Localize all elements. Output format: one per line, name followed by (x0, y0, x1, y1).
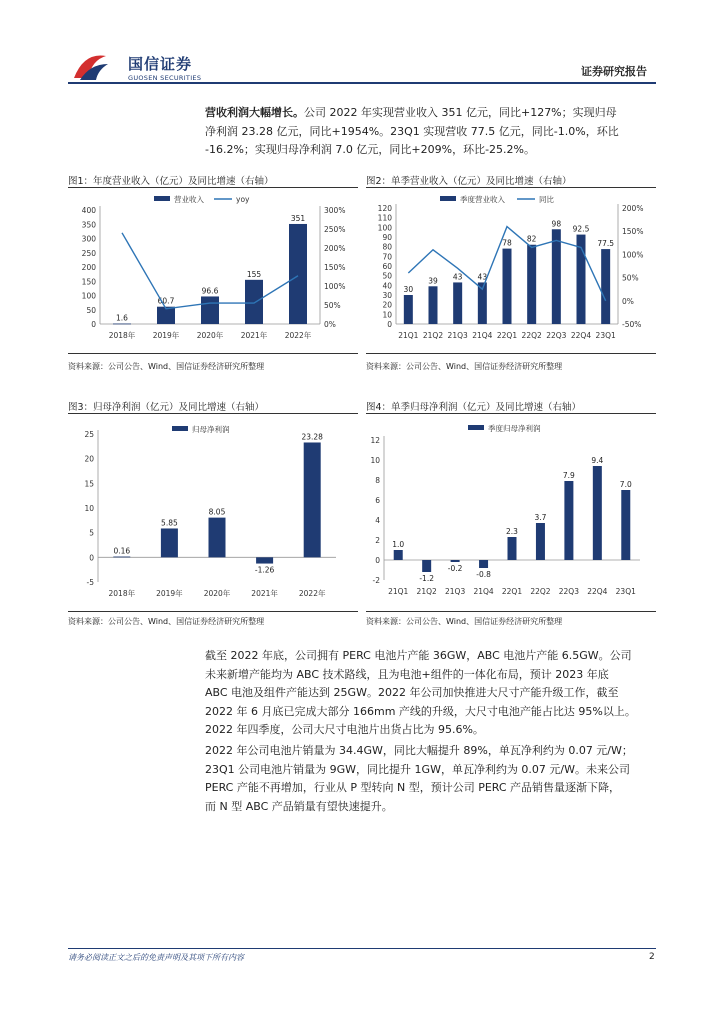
data-label: -0.2 (447, 564, 463, 573)
y-right-tick-label: 50% (324, 301, 341, 310)
fig3-title-rule (68, 413, 358, 414)
y-tick-label: 10 (382, 310, 392, 320)
y-tick-label: 6 (375, 496, 380, 505)
y-right-tick-label: 300% (324, 206, 346, 215)
fig4-source: 资料来源：公司公告、Wind、国信证券经济研究所整理 (366, 617, 563, 626)
y-tick-label: 50 (86, 305, 96, 315)
legend-bar-label: 归母净利润 (192, 425, 230, 434)
bar (479, 560, 488, 568)
legend-bar-swatch (172, 426, 188, 431)
logo-text-cn: 国信证券 (128, 55, 193, 73)
x-tick-label: 2021年 (251, 589, 278, 598)
data-label: 82 (526, 234, 537, 244)
data-label: 39 (428, 276, 438, 286)
fig1-chart (68, 190, 358, 345)
y-tick-label: 30 (382, 291, 392, 300)
y-tick-label: 60 (382, 262, 392, 271)
fig3-source: 资料来源：公司公告、Wind、国信证券经济研究所整理 (68, 617, 265, 626)
data-label: 351 (290, 213, 306, 223)
bar (564, 481, 573, 560)
bar (601, 249, 610, 324)
bar (113, 324, 131, 325)
y-tick-label: 20 (382, 300, 392, 310)
data-label: 155 (246, 269, 262, 279)
y-right-tick-label: 200% (622, 204, 644, 213)
y-tick-label: 300 (81, 234, 96, 244)
y-tick-label: -2 (372, 576, 380, 585)
y-right-tick-label: 100% (622, 250, 644, 260)
y-tick-label: 10 (370, 456, 380, 465)
legend-bar-swatch (154, 196, 170, 201)
fig4-title: 图4：单季归母净利润（亿元）及同比增速（右轴） (366, 402, 582, 413)
fig4-title-rule (366, 413, 656, 414)
data-label: 5.85 (161, 518, 178, 528)
data-label: 43 (452, 272, 463, 282)
y-right-tick-label: 50% (622, 273, 639, 283)
y-tick-label: 200 (81, 263, 96, 272)
x-tick-label: 21Q3 (447, 331, 468, 340)
fig2-title-rule (366, 187, 656, 188)
bar (113, 557, 130, 558)
logo-mark-icon (70, 50, 110, 84)
y-tick-label: 100 (377, 223, 392, 233)
x-tick-label: 21Q4 (472, 331, 493, 340)
bar (593, 466, 602, 560)
y-tick-label: -5 (86, 578, 94, 587)
y-tick-label: 0 (89, 553, 94, 563)
data-label: 3.7 (534, 513, 547, 522)
legend-bar-label: 营业收入 (174, 195, 204, 204)
x-tick-label: 22Q3 (558, 587, 579, 596)
bar (394, 550, 403, 560)
y-tick-label: 400 (81, 206, 96, 215)
y-right-tick-label: -50% (622, 320, 642, 329)
x-tick-label: 23Q1 (615, 587, 636, 596)
y-tick-label: 4 (375, 516, 380, 525)
y-right-tick-label: 0% (324, 320, 336, 329)
data-label: -0.8 (476, 570, 491, 579)
bar (304, 442, 321, 557)
x-tick-label: 2018年 (108, 331, 136, 340)
y-right-tick-label: 100% (324, 282, 346, 291)
data-label: 7.9 (562, 471, 575, 480)
legend-bar-label: 季度营业收入 (460, 195, 505, 204)
fig3-title: 图3：归母净利润（亿元）及同比增速（右轴） (68, 402, 265, 413)
data-label: 23.28 (301, 432, 323, 442)
y-tick-label: 0 (387, 320, 392, 329)
footer-disclaimer: 请务必阅读正文之后的免责声明及其项下所有内容 (68, 953, 244, 962)
data-label: 77.5 (597, 239, 615, 249)
body-p1-line: 截至 2022 年底，公司拥有 PERC 电池片产能 36GW，ABC 电池片产能 6.5GW。公司 (205, 649, 632, 662)
body-p2-line: 23Q1 公司电池片销量为 9GW，同比提升 1GW，单瓦净利约为 0.07 元/W。未来公司 (205, 762, 631, 776)
x-tick-label: 23Q1 (595, 331, 616, 340)
x-tick-label: 21Q3 (445, 587, 466, 596)
footer-rule (68, 948, 656, 949)
data-label: 43 (477, 272, 488, 282)
y-tick-label: 70 (382, 252, 392, 262)
bar (621, 490, 630, 560)
data-label: -1.26 (254, 565, 275, 575)
y-tick-label: 5 (89, 528, 94, 538)
y-tick-label: 90 (382, 233, 392, 242)
x-tick-label: 21Q1 (398, 331, 419, 340)
fig2-source-rule (366, 353, 656, 354)
y-tick-label: 0 (91, 320, 96, 329)
bar (451, 560, 460, 562)
x-tick-label: 2020年 (196, 331, 224, 340)
intro-line-2: 净利润 23.28 亿元，同比+1954%。23Q1 实现营收 77.5 亿元，同比-1.0%，环比 (205, 124, 619, 138)
bar (453, 282, 462, 324)
bar (404, 295, 413, 324)
x-tick-label: 21Q2 (422, 331, 444, 340)
header-rule (68, 82, 656, 84)
x-tick-label: 22Q1 (496, 331, 518, 340)
body-paragraph-2 (205, 742, 657, 816)
fig2-chart (366, 190, 656, 345)
data-label: 60.7 (157, 296, 175, 306)
fig3-chart (68, 420, 358, 605)
fig2-source: 资料来源：公司公告、Wind、国信证券经济研究所整理 (366, 362, 563, 371)
fig1-title-rule (68, 187, 358, 188)
y-tick-label: 25 (84, 430, 94, 439)
y-tick-label: 15 (84, 479, 94, 489)
intro-lead: 营收利润大幅增长。 (205, 106, 304, 119)
y-tick-label: 100 (81, 291, 96, 301)
report-type: 证券研究报告 (581, 65, 647, 78)
y-right-tick-label: 0% (622, 296, 634, 306)
x-tick-label: 2020年 (203, 589, 231, 598)
data-label: -1.2 (419, 574, 434, 583)
body-p2-line: PERC 产能不再增加，行业从 P 型转向 N 型，预计公司 PERC 产品销售量逐渐下降， (205, 781, 621, 794)
data-label: 98 (551, 219, 562, 229)
y-tick-label: 250 (81, 248, 96, 258)
logo (70, 50, 110, 84)
intro-paragraph (205, 104, 657, 160)
legend-line-label: yoy (236, 195, 250, 204)
y-tick-label: 350 (81, 220, 96, 230)
body-p1-line: ABC 电池及组件产能达到 25GW。2022 年公司加快推进大尺寸产能升级工作，截至 (205, 686, 619, 699)
bar (161, 528, 178, 557)
logo-text-en: GUOSEN SECURITIES (128, 74, 202, 82)
data-label: 8.05 (208, 507, 226, 517)
y-tick-label: 20 (84, 454, 94, 464)
page-number: 2 (649, 952, 655, 962)
y-tick-label: 120 (377, 204, 392, 213)
x-tick-label: 22Q1 (501, 587, 523, 596)
bar (289, 224, 307, 324)
bar (552, 229, 561, 324)
legend-bar-swatch (468, 425, 484, 430)
fig1-source: 资料来源：公司公告、Wind、国信证券经济研究所整理 (68, 362, 265, 371)
x-tick-label: 2022年 (284, 331, 312, 340)
intro-line-1 (205, 104, 657, 123)
x-tick-label: 22Q2 (521, 331, 542, 340)
bar (201, 296, 219, 324)
body-paragraph-1 (205, 647, 657, 740)
data-label: 96.6 (201, 286, 219, 296)
y-right-tick-label: 150% (622, 227, 644, 237)
bar (429, 286, 438, 324)
intro-line-1-text: 公司 2022 年实现营业收入 351 亿元，同比+127%；实现归母 (304, 106, 617, 119)
bar (245, 280, 263, 324)
legend-bar-label: 季度归母净利润 (488, 424, 541, 433)
fig3-source-rule (68, 611, 358, 612)
data-label: 7.0 (619, 480, 632, 489)
fig4-source-rule (366, 611, 656, 612)
y-tick-label: 8 (375, 476, 380, 485)
y-tick-label: 110 (377, 213, 392, 223)
x-tick-label: 2019年 (152, 331, 180, 340)
bar (527, 245, 536, 324)
data-label: 92.5 (572, 224, 590, 234)
x-tick-label: 22Q4 (570, 331, 592, 340)
y-right-tick-label: 250% (324, 225, 346, 234)
x-tick-label: 2019年 (156, 589, 183, 598)
legend-bar-swatch (440, 196, 456, 201)
data-label: 1.6 (116, 313, 128, 323)
fig2-title: 图2：单季营业收入（亿元）及同比增速（右轴） (366, 176, 572, 187)
x-tick-label: 21Q1 (388, 587, 409, 596)
y-right-tick-label: 200% (324, 244, 346, 253)
legend-line-label: 同比 (539, 195, 554, 204)
y-tick-label: 10 (84, 504, 94, 513)
fig1-title: 图1：年度营业收入（亿元）及同比增速（右轴） (68, 176, 274, 187)
x-tick-label: 22Q2 (530, 587, 551, 596)
fig4-chart (366, 420, 656, 605)
x-tick-label: 22Q3 (546, 331, 567, 340)
bar (503, 249, 512, 324)
data-label: 78 (502, 238, 512, 248)
body-p1-line: 2022 年四季度，公司大尺寸电池片出货占比为 95.6%。 (205, 723, 484, 736)
x-tick-label: 22Q4 (587, 587, 608, 596)
bar (209, 518, 226, 558)
intro-line-3: -16.2%；实现归母净利润 7.0 亿元，同比+209%，环比-25.2%。 (205, 143, 535, 156)
y-tick-label: 40 (382, 281, 392, 291)
y-tick-label: 80 (382, 242, 392, 252)
body-p2-line: 而 N 型 ABC 产品销量有望快速提升。 (205, 799, 393, 813)
data-label: 9.4 (591, 456, 604, 465)
bar (422, 560, 431, 572)
y-tick-label: 12 (370, 436, 380, 445)
y-tick-label: 2 (375, 536, 380, 545)
body-p1-line: 2022 年 6 月底已完成大部分 166mm 产线的升级，大尺寸电池产能占比达 95%以上。 (205, 704, 636, 718)
bar (508, 537, 517, 560)
data-label: 0.16 (113, 546, 131, 556)
y-tick-label: 0 (375, 556, 380, 565)
y-tick-label: 150 (81, 277, 96, 287)
x-tick-label: 21Q4 (473, 587, 494, 596)
body-p2-line: 2022 年公司电池片销量为 34.4GW，同比大幅提升 89%，单瓦净利约为 0.07 元/W； (205, 744, 633, 757)
x-tick-label: 2022年 (298, 589, 326, 598)
fig1-source-rule (68, 353, 358, 354)
x-tick-label: 2021年 (240, 331, 268, 340)
data-label: 2.3 (506, 527, 518, 536)
x-tick-label: 21Q2 (416, 587, 437, 596)
y-right-tick-label: 150% (324, 263, 346, 272)
y-tick-label: 50 (382, 271, 392, 281)
data-label: 30 (403, 285, 414, 294)
x-tick-label: 2018年 (108, 589, 136, 598)
bar (256, 557, 273, 563)
data-label: 1.0 (392, 540, 405, 549)
bar (536, 523, 545, 560)
body-p1-line: 未来新增产能均为 ABC 技术路线，且为电池+组件的一体化布局，预计 2023 年底 (205, 667, 609, 681)
